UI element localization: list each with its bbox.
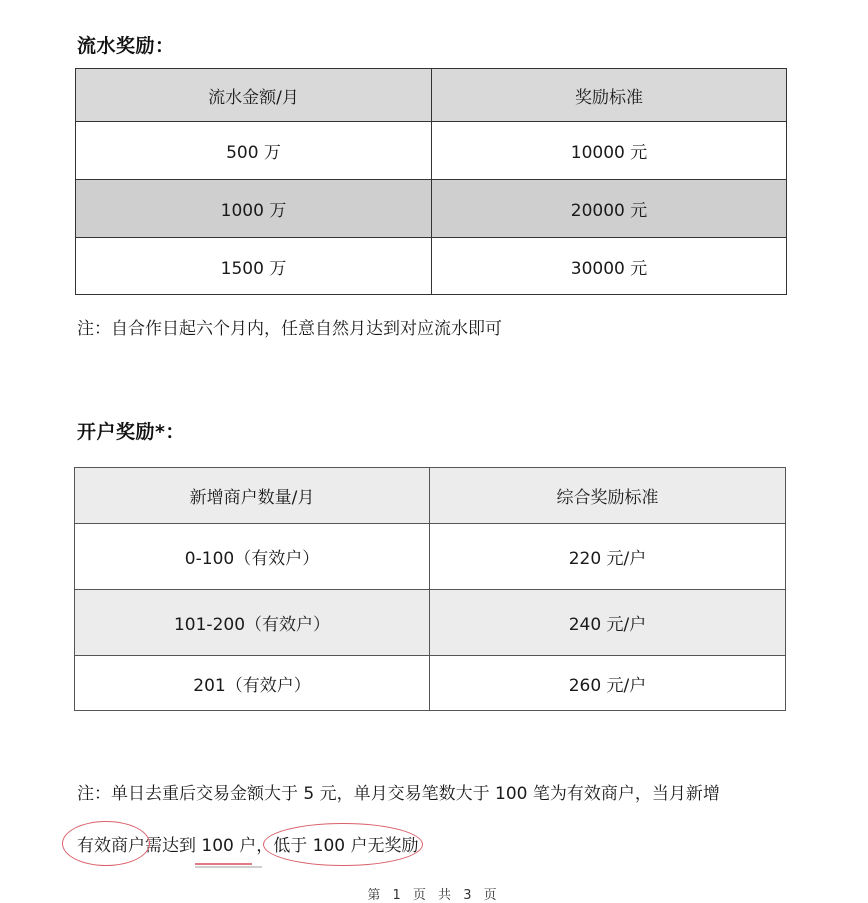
table-cell: 20000 元 bbox=[432, 180, 787, 238]
note-text: 需达到 bbox=[145, 836, 202, 856]
table-row bbox=[75, 656, 786, 711]
table-row bbox=[76, 180, 787, 238]
header-cell-new-merchant-count: 新增商户数量/月 bbox=[75, 468, 430, 524]
turnover-note: 注：自合作日起六个月内，任意自然月达到对应流水即可 bbox=[77, 319, 502, 339]
header-cell-reward-standard: 奖励标准 bbox=[432, 69, 787, 122]
table-cell: 0-100（有效户） bbox=[75, 524, 430, 590]
circled-annotation-no-reward: 低于 100 户无奖励 bbox=[273, 831, 418, 856]
table-cell: 500 万 bbox=[76, 122, 432, 180]
table-header-row bbox=[76, 69, 787, 122]
table-row bbox=[75, 590, 786, 656]
section-title-account-opening-reward: 开户奖励*： bbox=[77, 421, 185, 443]
table-header-row bbox=[75, 468, 786, 524]
table-row bbox=[76, 122, 787, 180]
section-title-turnover-reward: 流水奖励： bbox=[77, 35, 175, 57]
note-comma: ， bbox=[256, 836, 274, 856]
table-cell: 260 元/户 bbox=[430, 656, 786, 711]
table-cell: 1500 万 bbox=[76, 238, 432, 295]
account-opening-note-line2 bbox=[77, 831, 419, 856]
table-cell: 220 元/户 bbox=[430, 524, 786, 590]
turnover-reward-table bbox=[75, 68, 787, 295]
table-cell: 240 元/户 bbox=[430, 590, 786, 656]
header-cell-turnover-amount: 流水金额/月 bbox=[76, 69, 432, 122]
account-opening-note-line1: 注：单日去重后交易金额大于 5 元，单月交易笔数大于 100 笔为有效商户，当月新增 bbox=[77, 784, 720, 804]
account-opening-reward-table bbox=[74, 467, 786, 711]
header-cell-combined-reward-standard: 综合奖励标准 bbox=[430, 468, 786, 524]
table-cell: 1000 万 bbox=[76, 180, 432, 238]
table-row bbox=[76, 238, 787, 295]
table-cell: 10000 元 bbox=[432, 122, 787, 180]
table-cell: 101-200（有效户） bbox=[75, 590, 430, 656]
table-cell: 30000 元 bbox=[432, 238, 787, 295]
page-indicator: 第 1 页 共 3 页 bbox=[367, 888, 501, 903]
table-cell: 201（有效户） bbox=[75, 656, 430, 711]
table-row bbox=[75, 524, 786, 590]
underlined-annotation-100-households: 100 户 bbox=[201, 831, 256, 856]
circled-annotation-valid-merchant: 有效商户 bbox=[77, 831, 145, 856]
